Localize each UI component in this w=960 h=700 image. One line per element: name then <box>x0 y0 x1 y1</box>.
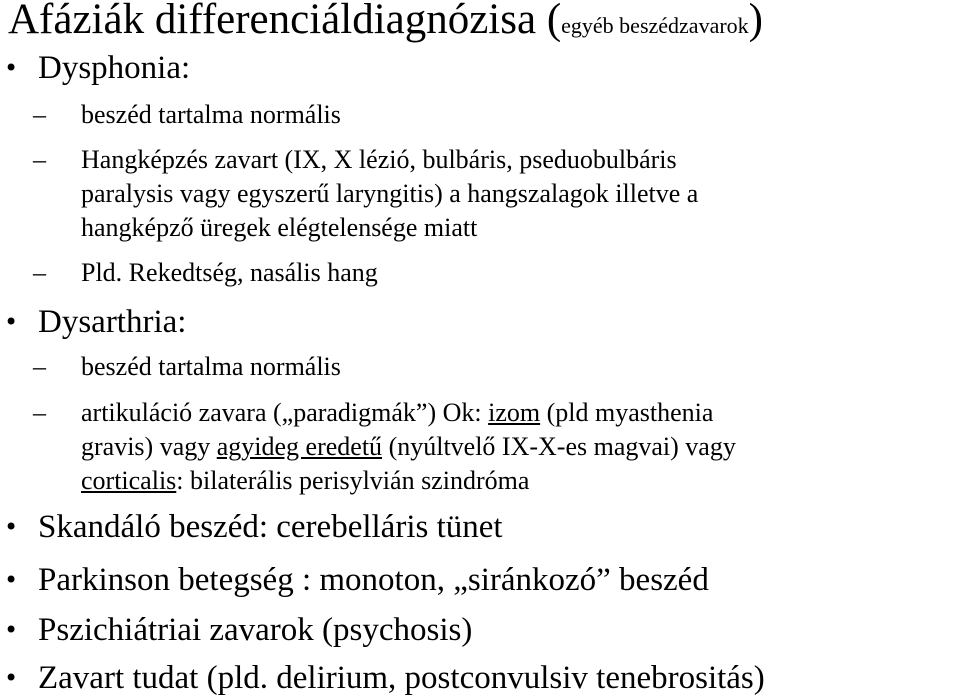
dysarthria-item-1 <box>33 350 341 384</box>
dysarthria-heading: Dysarthria: <box>38 304 187 340</box>
dysphonia-item-2-line-3: hangképző üregek elégtelensége miatt <box>81 213 478 242</box>
link-corticalis[interactable]: corticalis <box>81 466 177 495</box>
dysphonia-item-2-cont-2 <box>81 211 477 245</box>
dysphonia-item-1-text: beszéd tartalma normális <box>81 100 341 129</box>
bullet-dysphonia <box>38 49 190 87</box>
link-izom[interactable]: izom <box>488 398 541 427</box>
dysarthria-item-2-cont-1: gravis) vagy agyideg eredetű (nyúltvelő IX-X-es magvai) vagy <box>81 432 736 461</box>
skandalo-text: Skandáló beszéd: cerebelláris tünet <box>38 509 503 545</box>
parkinson-text: Parkinson betegség : monoton, „siránkozó” beszéd <box>38 562 709 598</box>
dash: – <box>33 145 46 174</box>
dysphonia-item-2-line-2: paralysis vagy egyszerű laryngitis) a hangszalagok illetve a <box>81 179 699 208</box>
pszichiatriai-text: Pszichiátriai zavarok (psychosis) <box>38 612 473 648</box>
dash: – <box>33 258 46 287</box>
dysphonia-item-3 <box>33 256 378 290</box>
bullet-pszichiatriai <box>38 611 472 649</box>
dysphonia-item-2 <box>33 143 677 177</box>
title-main: Afáziák differenciáldiagnózisa ( <box>8 0 562 43</box>
bullet-dysarthria <box>38 303 186 341</box>
link-agyideg-eredetu[interactable]: agyideg eredetű <box>216 432 383 461</box>
title-subtitle: egyéb beszédzavarok <box>561 13 749 38</box>
dysphonia-heading: Dysphonia: <box>38 50 191 86</box>
dash: – <box>33 352 46 381</box>
dysarthria-item-2: – artikuláció zavara („paradigmák”) Ok: izom (pld myasthenia <box>81 396 713 430</box>
dysphonia-item-2-cont-1 <box>81 177 698 211</box>
dysarthria-item-2-cont-2: corticalis: bilaterális perisylvián szindróma <box>81 466 530 495</box>
dysphonia-item-3-text: Pld. Rekedtség, nasális hang <box>81 258 378 287</box>
bullet-parkinson <box>38 561 709 599</box>
dash: – <box>33 398 46 427</box>
dysarthria-item-1-text: beszéd tartalma normális <box>81 352 341 381</box>
dysphonia-item-2-line-1: Hangképzés zavart (IX, X lézió, bulbáris, pseduobulbáris <box>81 145 677 174</box>
dash: – <box>33 100 46 129</box>
title-close: ) <box>748 0 763 43</box>
zavart-tudat-text: Zavart tudat (pld. delirium, postconvulsiv tenebrositás) <box>38 660 765 696</box>
slide-title <box>8 0 763 52</box>
bullet-zavart-tudat <box>38 659 765 697</box>
dysphonia-item-1 <box>33 98 341 132</box>
bullet-skandalo <box>38 508 503 546</box>
